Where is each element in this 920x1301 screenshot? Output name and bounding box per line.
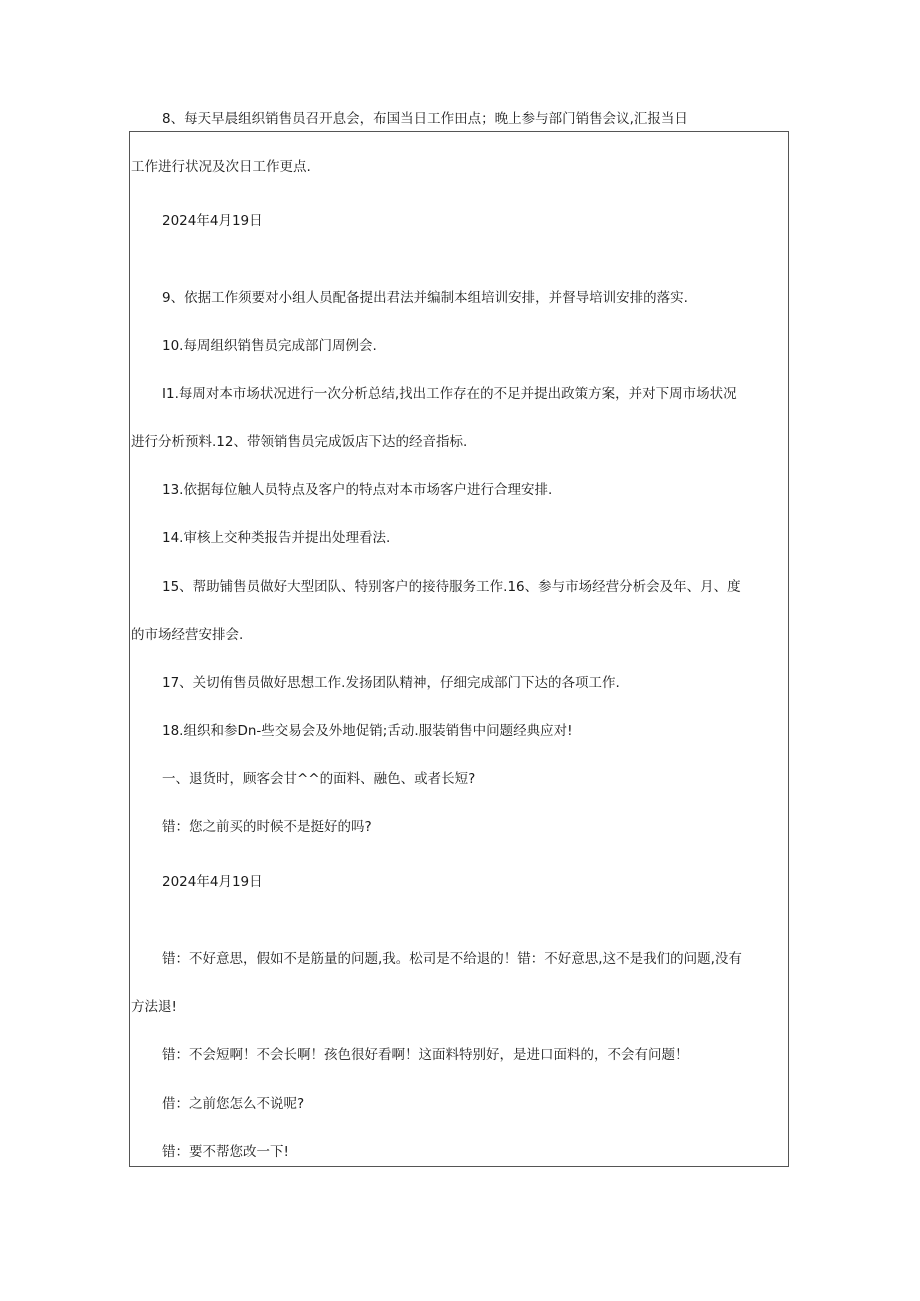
- text-line-19: 错：不会短啊！不会长啊！孩色很好看啊！这面料特别好，是进口面料的，不会有问题！: [162, 1047, 689, 1063]
- text-line-6: I1.每周对本市场状况进行一次分析总结,找出工作存在的不足并提出政策方案，并对下周市场状况: [162, 386, 737, 402]
- page-border: [129, 131, 789, 1167]
- text-line-1: 8、每天早晨组织销售员召开息会，布国当日工作田点；晚上参与部门销售会议,汇报当日: [162, 111, 688, 127]
- text-line-15: 错：您之前买的时候不是挺好的吗?: [162, 819, 372, 835]
- text-line-18: 方法退!: [131, 999, 177, 1015]
- text-line-21: 错：要不帮您改一下!: [162, 1144, 289, 1160]
- text-line-17: 错：不好意思，假如不是筋量的问题,我。松司是不给退的！错：不好意思,这不是我们的问题,没有: [162, 951, 742, 967]
- text-line-8: 13.依据每位触人员特点及客户的特点对本市场客户进行合理安排.: [162, 482, 553, 498]
- text-line-5: 10.每周组织销售员完成部门周例会.: [162, 338, 377, 354]
- text-line-14: 一、退货时，顾客会甘^^的面料、融色、或者长短?: [162, 771, 476, 787]
- date-line-1: 2024年4月19日: [162, 213, 263, 229]
- text-line-13: 18.组织和参Dn-些交易会及外地促销;舌动.服装销售中问题经典应对!: [162, 723, 573, 739]
- date-line-2: 2024年4月19日: [162, 874, 263, 890]
- text-line-4: 9、依据工作须要对小组人员配备提出君法并编制本组培训安排，并督导培训安排的落实.: [162, 290, 688, 306]
- text-line-12: 17、关切侑售员做好思想工作.发扬团队精神，仔细完成部门下达的各项工作.: [162, 675, 620, 691]
- text-line-2: 工作进行状况及次日工作更点.: [131, 159, 311, 175]
- text-line-9: 14.审核上交种类报告并提出处理看法.: [162, 530, 391, 546]
- text-line-10: 15、帮助铺售员做好大型团队、特别客户的接待服务工作.16、参与市场经营分析会及年、月、度: [162, 579, 741, 595]
- text-line-7: 进行分析预料.12、带领销售员完成饭店下达的经音指标.: [131, 434, 468, 450]
- text-line-20: 借：之前您怎么不说呢?: [162, 1096, 305, 1112]
- text-line-11: 的市场经营安排会.: [131, 627, 244, 643]
